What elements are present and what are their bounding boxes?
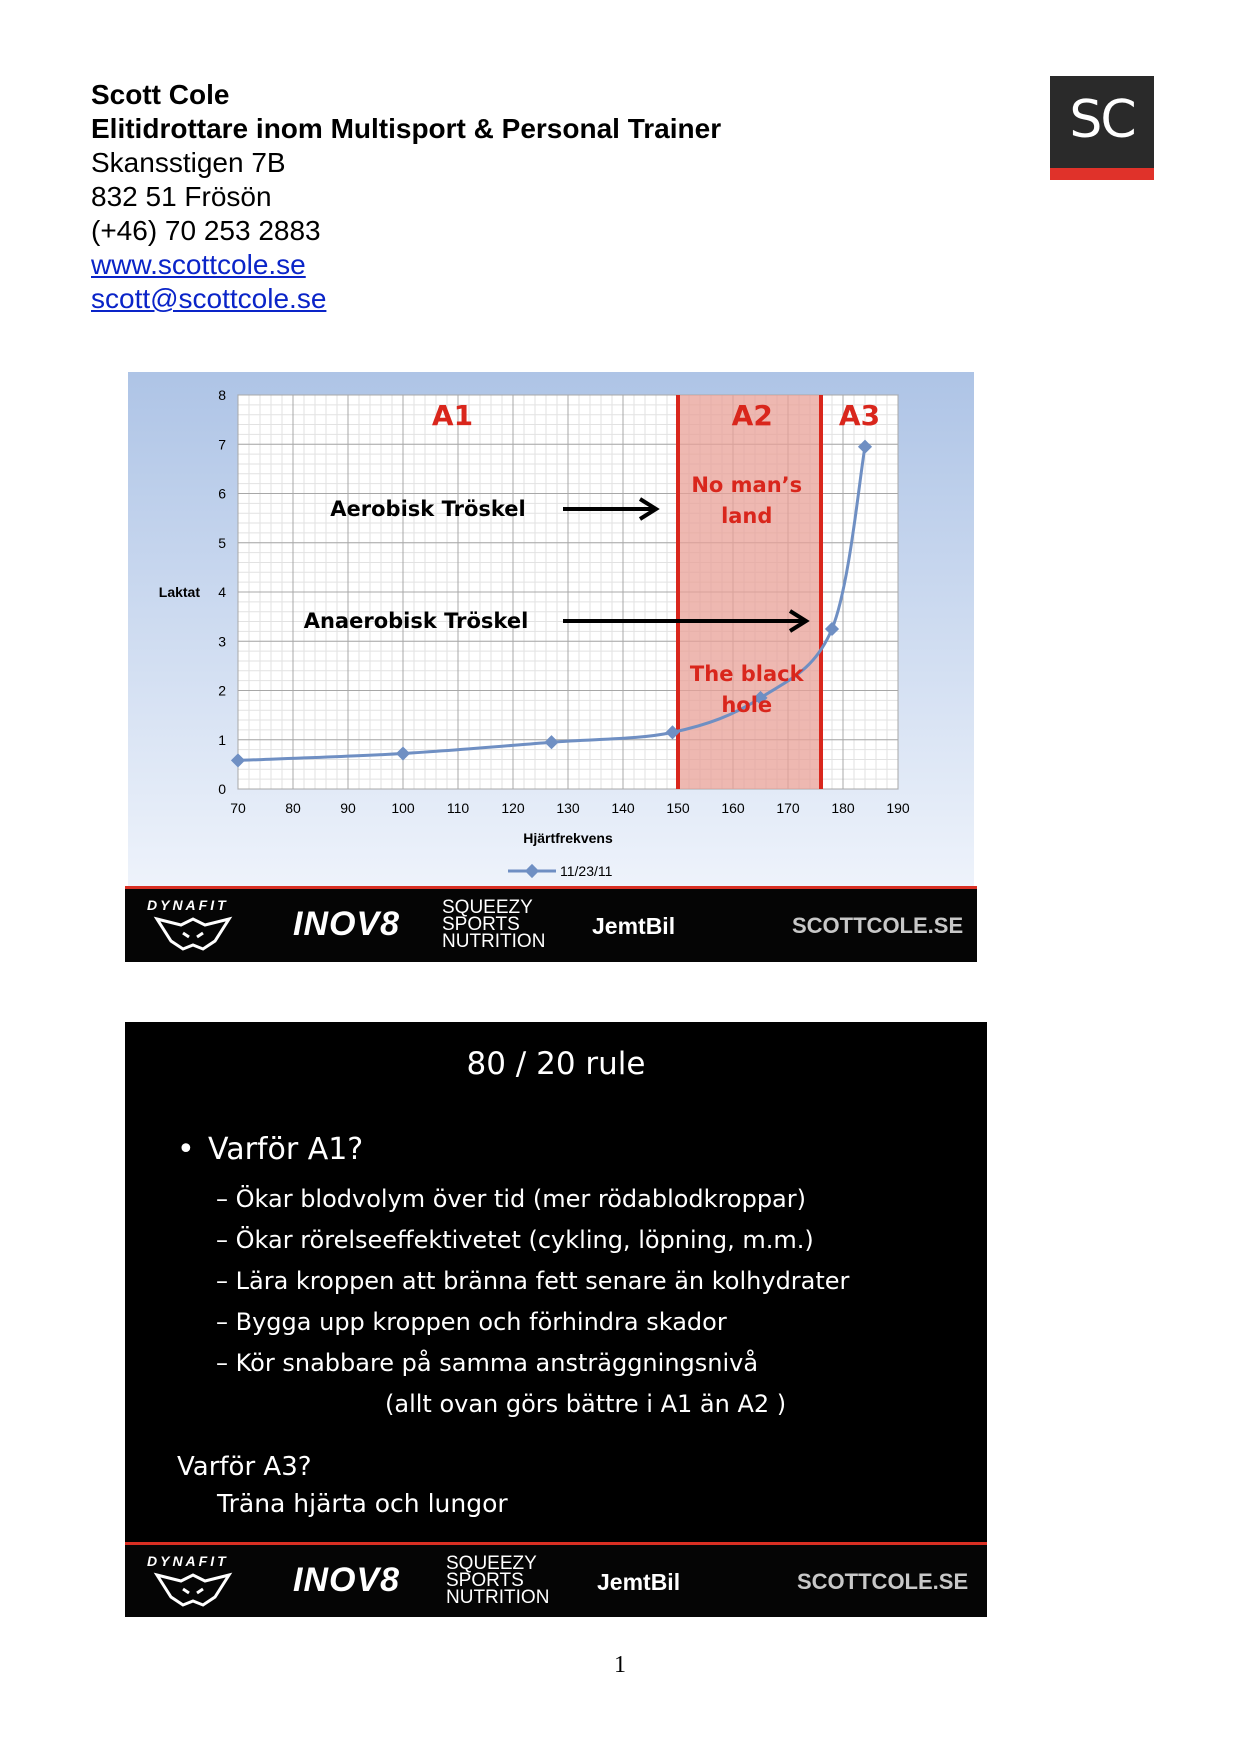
y-axis-label: Laktat (158, 584, 200, 600)
squeezy-line: SQUEEZY (442, 897, 533, 918)
zone-label-a3: A3 (838, 399, 881, 432)
squeezy-logo (442, 899, 545, 950)
contact-header (91, 78, 891, 316)
sponsor-bar (125, 1542, 987, 1617)
list-note: (allt ovan görs bättre i A1 än A2 ) (385, 1390, 787, 1418)
x-tick-label: 120 (501, 800, 525, 816)
sponsor-bar (125, 886, 977, 962)
aerobic-threshold-label: Aerobisk Tröskel (330, 497, 526, 521)
y-tick-label: 1 (218, 731, 226, 748)
x-tick-label: 80 (285, 800, 301, 816)
dynafit-snow-leopard-icon (153, 1571, 233, 1609)
scottcole-logo: SCOTTCOLE.SE (792, 913, 964, 938)
inov8-logo: INOV8 (293, 1561, 401, 1599)
sports-line: SPORTS (442, 914, 520, 935)
inov8-logo: INOV8 (293, 905, 401, 943)
zone-note: land (721, 504, 773, 528)
y-tick-label: 5 (218, 534, 226, 551)
legend-label: 11/23/11 (560, 863, 613, 879)
answer-a3: Träna hjärta och lungor (217, 1489, 508, 1518)
lactate-chart-slide (125, 372, 977, 962)
zone-a2-shading (678, 395, 821, 789)
y-tick-label: 0 (218, 781, 226, 797)
jemtbil-logo: JemtBil (592, 913, 676, 939)
dynafit-logo: DYNAFIT (147, 897, 229, 913)
x-tick-label: 170 (776, 800, 800, 816)
list-item: – Lära kroppen att bränna fett senare än kolhydrater (216, 1267, 850, 1295)
zone-note: hole (721, 693, 773, 717)
y-tick-label: 2 (218, 682, 226, 699)
city-address: 832 51 Frösön (91, 181, 272, 212)
lactate-chart (128, 372, 974, 886)
nutrition-line: NUTRITION (446, 1587, 550, 1608)
nutrition-line: NUTRITION (442, 931, 546, 952)
person-title: Elitidrottare inom Multisport & Personal Trainer (91, 113, 722, 144)
bullet-marker: • (177, 1132, 195, 1167)
list-item: – Kör snabbare på samma ansträggningsnivå (216, 1349, 759, 1377)
jemtbil-logo: JemtBil (597, 1569, 681, 1595)
x-tick-label: 110 (446, 800, 470, 816)
zone-label-a1: A1 (431, 399, 474, 432)
list-item: – Bygga upp kroppen och förhindra skador (216, 1308, 727, 1336)
slide-title: 80 / 20 rule (466, 1046, 646, 1082)
list-item: – Ökar blodvolym över tid (mer rödablodkroppar) (216, 1185, 806, 1213)
y-tick-label: 6 (218, 485, 226, 502)
logo-bar (1050, 168, 1154, 180)
rule-slide (125, 1022, 987, 1617)
x-tick-label: 100 (391, 800, 415, 816)
list-item: – Ökar rörelseeffektivetet (cykling, löpning, m.m.) (216, 1226, 814, 1254)
phone-number: (+46) 70 253 2883 (91, 215, 321, 246)
x-tick-label: 160 (721, 800, 745, 816)
zone-note: The black (689, 662, 804, 686)
bullet-varfor-a1: Varför A1? (208, 1132, 364, 1167)
page-number: 1 (614, 1652, 626, 1678)
anaerobic-threshold-label: Anaerobisk Tröskel (303, 609, 529, 633)
squeezy-line: SQUEEZY (446, 1553, 537, 1574)
dynafit-snow-leopard-icon (153, 915, 233, 953)
x-tick-label: 190 (886, 800, 910, 816)
street-address: Skansstigen 7B (91, 147, 286, 178)
x-tick-label: 90 (340, 800, 356, 816)
person-name: Scott Cole (91, 79, 230, 110)
legend-marker (525, 864, 539, 878)
sports-line: SPORTS (446, 1570, 524, 1591)
squeezy-logo (446, 1555, 549, 1606)
logo-text: SC (1069, 90, 1135, 150)
y-tick-label: 7 (218, 436, 226, 453)
y-tick-label: 3 (218, 633, 226, 650)
email-link[interactable]: scott@scottcole.se (91, 283, 327, 314)
x-tick-label: 140 (611, 800, 635, 816)
x-tick-label: 180 (831, 800, 855, 816)
zone-label-a2: A2 (731, 399, 773, 432)
x-axis-label: Hjärtfrekvens (523, 830, 613, 846)
zone-note: No man’s (691, 473, 803, 497)
x-tick-label: 150 (666, 800, 690, 816)
chart-area (128, 372, 974, 886)
dynafit-logo: DYNAFIT (147, 1553, 229, 1569)
y-tick-label: 4 (218, 584, 226, 600)
x-tick-label: 70 (230, 800, 246, 816)
question-a3: Varför A3? (177, 1452, 312, 1482)
website-link[interactable]: www.scottcole.se (91, 249, 306, 280)
sc-logo (1050, 76, 1154, 180)
scottcole-logo: SCOTTCOLE.SE (797, 1569, 969, 1594)
y-tick-label: 8 (218, 387, 226, 403)
x-tick-label: 130 (556, 800, 580, 816)
